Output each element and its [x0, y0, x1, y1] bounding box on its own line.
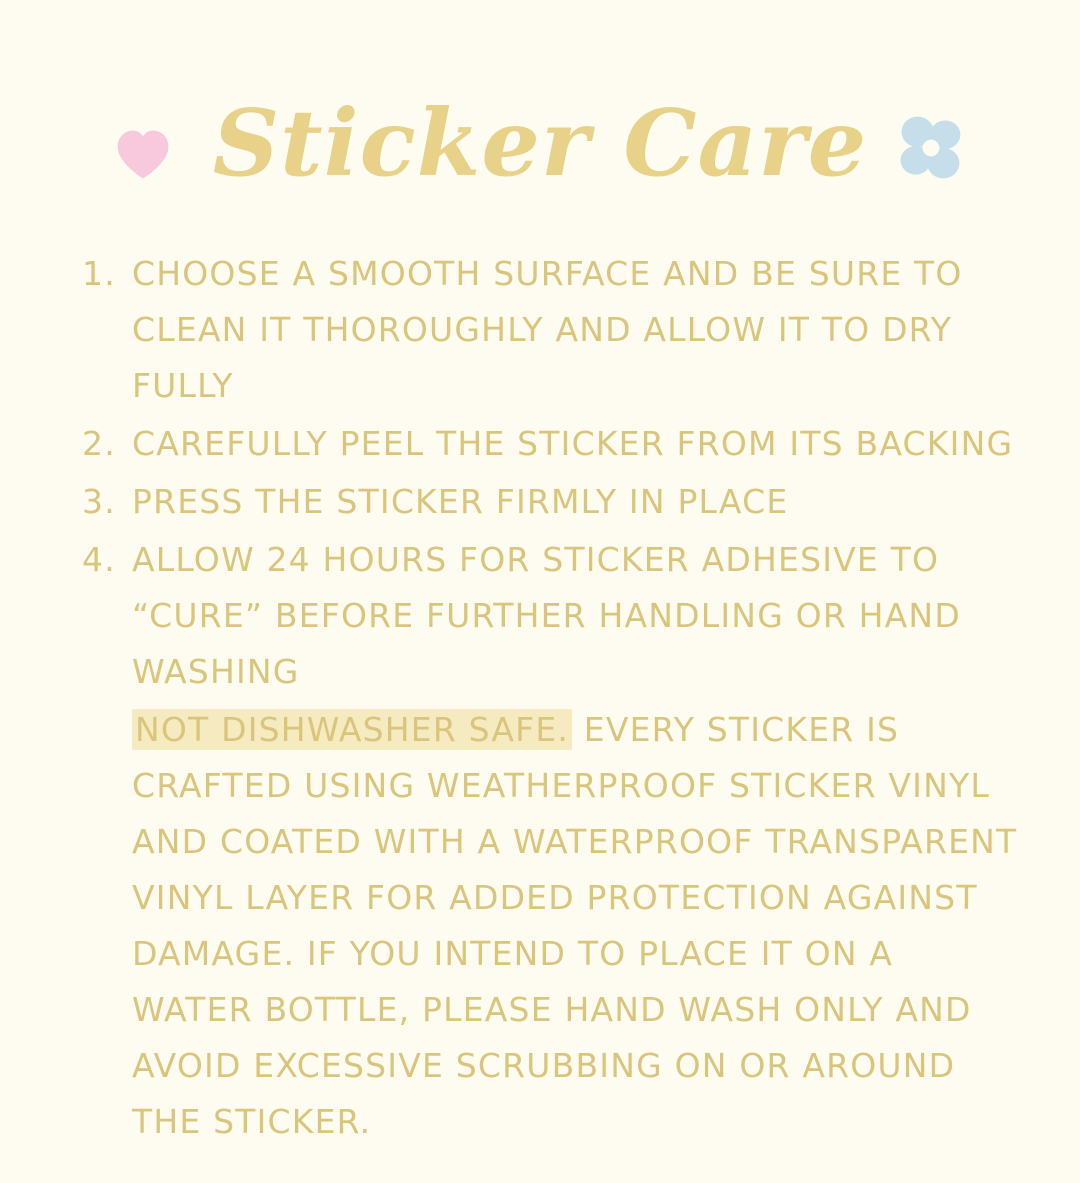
list-item-number: 4. — [82, 540, 116, 579]
list-item — [82, 246, 1018, 414]
list-item — [82, 416, 1018, 472]
flower-icon — [892, 110, 968, 186]
care-note-body: EVERY STICKER IS CRAFTED USING WEATHERPROOF STICKER VINYL AND COATED WITH A WATERPROOF TRANSPARENT VINYL LAYER FOR ADDED PROTECTION AGAINST DAMAGE. IF YOU INTEND TO PLACE IT ON A WATER BOTTLE, PLEASE HAND WASH ONLY AND AVOID EXCESSIVE SCRUBBING ON OR AROUND THE STICKER. — [132, 710, 1018, 1141]
list-item-text: CAREFULLY PEEL THE STICKER FROM ITS BACKING — [132, 424, 1014, 463]
dishwasher-warning-highlight: NOT DISHWASHER SAFE. — [132, 709, 572, 750]
care-note-paragraph — [82, 702, 1018, 1150]
list-item-text: CHOOSE A SMOOTH SURFACE AND BE SURE TO CLEAN IT THOROUGHLY AND ALLOW IT TO DRY FULLY — [132, 254, 963, 405]
header — [0, 78, 1080, 208]
page-title: Sticker Care — [212, 89, 868, 197]
list-item-number: 2. — [82, 424, 116, 463]
list-item-text: ALLOW 24 HOURS FOR STICKER ADHESIVE TO “CURE” BEFORE FURTHER HANDLING OR HAND WASHING — [132, 540, 961, 691]
list-item-text: PRESS THE STICKER FIRMLY IN PLACE — [132, 482, 789, 521]
list-item — [82, 532, 1018, 700]
care-instructions — [82, 246, 1018, 1183]
list-item-number: 3. — [82, 482, 116, 521]
list-item-number: 1. — [82, 254, 116, 293]
list-item — [82, 474, 1018, 530]
instructions-list — [82, 246, 1018, 700]
